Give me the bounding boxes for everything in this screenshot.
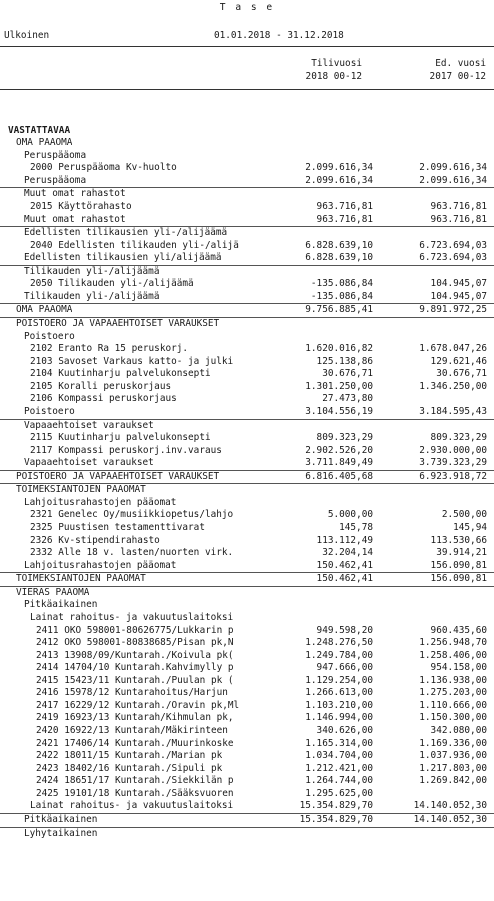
row-label: OMA PÄÄOMA <box>16 304 73 316</box>
row-label: 2422 18011/15 Kuntarah./Marian pk <box>36 750 223 762</box>
row-value-prior: 113.530,66 <box>430 534 487 546</box>
row-value-current: 1.165.314,00 <box>305 737 373 749</box>
col-prior-year-line1: Ed. vuosi <box>435 58 486 69</box>
row-value-current: 1.212.421,00 <box>305 762 373 774</box>
row-label: VASTATTAVAA <box>8 124 71 136</box>
row-label: Lahjoitusrahastojen pääomat <box>24 559 177 571</box>
table-row <box>0 445 494 458</box>
table-row <box>0 800 494 814</box>
row-label: Lahjoitusrahastojen pääomat <box>24 496 177 508</box>
row-value-current: 150.462,41 <box>316 559 373 571</box>
row-value-current: 150.462,41 <box>316 573 373 585</box>
table-row <box>0 573 494 587</box>
table-row <box>0 291 494 305</box>
row-value-current: 1.034.704,00 <box>305 750 373 762</box>
table-row <box>0 420 494 433</box>
row-value-prior: 809.323,29 <box>430 432 487 444</box>
table-row <box>0 522 494 535</box>
row-label: 2103 Savoset Varkaus katto- ja julki <box>30 355 234 367</box>
table-row <box>0 214 494 228</box>
row-label: Edellisten tilikausien yli-/alijäämä <box>24 227 228 239</box>
row-label: 2106 Kompassi peruskorjaus <box>30 393 177 405</box>
row-value-current: 1.266.613,00 <box>305 687 373 699</box>
row-value-prior: 129.621,46 <box>430 355 487 367</box>
table-row <box>0 650 494 663</box>
col-current-year-line2: 2018 00-12 <box>305 71 362 82</box>
row-value-current: 3.104.556,19 <box>305 405 373 417</box>
row-label: 2015 Käyttörahasto <box>30 200 132 212</box>
row-value-current: 1.620.016,82 <box>305 343 373 355</box>
table-row <box>0 266 494 279</box>
col-prior-year-line2: 2017 00-12 <box>429 71 486 82</box>
row-label: TOIMEKSIANTOJEN PÄÄOMAT <box>16 573 146 585</box>
row-value-prior: 963.716,81 <box>430 200 487 212</box>
row-label: 2411 OKO 598001-80626775/Lukkarin p <box>36 624 234 636</box>
table-row <box>0 188 494 201</box>
row-label: 2421 17406/14 Kuntarah./Muurinkoske <box>36 737 234 749</box>
row-label: 2412 OKO 598001-80838685/Pisan pk,N <box>36 637 234 649</box>
row-value-prior: 3.184.595,43 <box>419 405 487 417</box>
table-row <box>0 484 494 497</box>
table-row <box>0 509 494 522</box>
row-value-prior: 1.169.336,00 <box>419 737 487 749</box>
table-row <box>0 828 494 841</box>
table-row <box>0 331 494 344</box>
row-value-prior: 156.090,81 <box>430 573 487 585</box>
report-title: T a s e <box>219 2 275 13</box>
table-row <box>0 788 494 801</box>
table-row <box>0 381 494 394</box>
row-value-prior: 1.346.250,00 <box>419 380 487 392</box>
table-row <box>0 343 494 356</box>
table-row <box>0 599 494 612</box>
row-value-prior: 1.258.406,00 <box>419 649 487 661</box>
row-value-prior: 6.723.694,03 <box>419 252 487 264</box>
row-label: 2425 19101/18 Kuntarah./Sääksvuoren <box>36 787 234 799</box>
entity-label: Ulkoinen <box>4 30 50 41</box>
row-value-prior: 30.676,71 <box>436 368 487 380</box>
row-value-current: 1.301.250,00 <box>305 380 373 392</box>
row-value-current: -135.086,84 <box>310 290 373 302</box>
table-row <box>0 137 494 150</box>
row-value-prior: 145,94 <box>453 522 487 533</box>
table-row <box>0 368 494 381</box>
table-row <box>0 675 494 688</box>
table-row <box>0 471 494 485</box>
table-row <box>0 625 494 638</box>
table-row <box>0 700 494 713</box>
row-label: OMA PÄÄOMA <box>16 137 73 149</box>
table-row <box>0 662 494 675</box>
row-value-current: 32.204,14 <box>322 547 373 559</box>
row-label: 2050 Tilikauden yli-/alijäämä <box>30 278 194 290</box>
row-label: Tilikauden yli-/alijäämä <box>24 265 160 277</box>
row-value-prior: 960.435,60 <box>430 624 487 636</box>
period-label: 01.01.2018 - 31.12.2018 <box>214 30 344 41</box>
row-value-prior: 1.037.936,00 <box>419 750 487 762</box>
row-value-prior: 1.150.300,00 <box>419 712 487 724</box>
row-value-prior: 1.256.948,70 <box>419 637 487 649</box>
table-row <box>0 612 494 625</box>
row-label: Muut omat rahastot <box>24 213 126 225</box>
row-value-current: 1.264.744,00 <box>305 775 373 787</box>
row-label: 2419 16923/13 Kuntarah/Kihmulan pk, <box>36 712 234 724</box>
row-label: 2423 18402/16 Kuntarah./Sipuli pk <box>36 762 223 774</box>
row-label: 2104 Kuutinharju palvelukonsepti <box>30 368 211 380</box>
row-value-prior: 39.914,21 <box>436 547 487 559</box>
table-row <box>0 725 494 738</box>
row-label: 2332 Alle 18 v. lasten/nuorten virk. <box>30 547 234 559</box>
row-value-current: 113.112,49 <box>316 534 373 546</box>
row-label: 2115 Kuutinharju palvelukonsepti <box>30 432 211 444</box>
row-value-prior: 1.217.803,00 <box>419 762 487 774</box>
row-label: 2420 16922/13 Kuntarah/Mäkirinteen <box>36 725 228 736</box>
row-label: Lainat rahoitus- ja vakuutuslaitoksi <box>30 800 234 812</box>
row-label: Lyhytaikainen <box>24 827 98 839</box>
table-row <box>0 252 494 266</box>
row-value-current: 15.354.829,70 <box>299 800 373 812</box>
row-label: Poistoero <box>24 405 75 417</box>
table-row <box>0 738 494 751</box>
table-row <box>0 560 494 574</box>
row-label: 2415 15423/11 Kuntarah./Puulan pk ( <box>36 674 234 686</box>
row-value-current: 949.598,20 <box>316 624 373 636</box>
table-row <box>0 150 494 163</box>
col-current-year-line1: Tilivuosi <box>311 58 362 69</box>
row-value-current: 9.756.885,41 <box>305 304 373 316</box>
row-label: 2414 14704/10 Kuntarah.Kahvimylly p <box>36 662 234 674</box>
table-row <box>0 750 494 763</box>
balance-sheet-rows <box>0 112 494 840</box>
row-label: 2413 13908/09/Kuntarah./Koivula pk( <box>36 649 234 661</box>
row-value-current: 340.626,00 <box>316 725 373 736</box>
row-value-current: 6.816.405,68 <box>305 470 373 482</box>
row-label: VIERAS PÄÄOMA <box>16 586 90 598</box>
row-label: Poistoero <box>24 330 75 342</box>
row-label: Peruspääoma <box>24 174 87 186</box>
row-label: 2416 15978/12 Kuntarahoitus/Harjun <box>36 687 228 699</box>
row-value-current: 1.103.210,00 <box>305 699 373 711</box>
row-value-current: 963.716,81 <box>316 200 373 212</box>
table-row <box>0 393 494 406</box>
table-row <box>0 112 494 125</box>
row-value-current: 5.000,00 <box>327 509 373 521</box>
row-label: 2321 Genelec Oy/musiikkiopetus/lahjo <box>30 509 234 521</box>
header-divider-bottom <box>0 89 494 90</box>
row-value-prior: 342.080,00 <box>430 725 487 736</box>
table-row <box>0 201 494 214</box>
row-value-prior: 1.678.047,26 <box>419 343 487 355</box>
row-value-current: 1.146.994,00 <box>305 712 373 724</box>
row-value-current: 947.666,00 <box>316 662 373 674</box>
row-value-prior: 1.136.938,00 <box>419 674 487 686</box>
table-row <box>0 406 494 420</box>
row-value-prior: 3.739.323,29 <box>419 457 487 469</box>
row-label: Pitkäaikainen <box>24 599 98 611</box>
row-label: Tilikauden yli-/alijäämä <box>24 290 160 302</box>
row-value-prior: 104.945,07 <box>430 290 487 302</box>
row-label: 2424 18651/17 Kuntarah./Siekkilän p <box>36 775 234 787</box>
row-value-prior: 2.099.616,34 <box>419 174 487 186</box>
table-row <box>0 304 494 318</box>
row-label: 2102 Eranto Ra 15 peruskorj. <box>30 343 189 355</box>
table-row <box>0 547 494 560</box>
table-row <box>0 125 494 138</box>
row-value-current: -135.086,84 <box>310 278 373 290</box>
table-row <box>0 432 494 445</box>
table-row <box>0 175 494 189</box>
row-label: 2326 Kv-stipendirahasto <box>30 534 160 546</box>
table-row <box>0 240 494 253</box>
row-label: 2000 Peruspääoma Kv-huolto <box>30 162 177 174</box>
row-label: 2117 Kompassi peruskorj.inv.varaus <box>30 444 222 456</box>
table-row <box>0 587 494 600</box>
row-value-prior: 2.930.000,00 <box>419 444 487 456</box>
row-value-current: 30.676,71 <box>322 368 373 380</box>
row-value-current: 6.828.639,10 <box>305 252 373 264</box>
row-value-current: 809.323,29 <box>316 432 373 444</box>
row-label: 2105 Koralli peruskorjaus <box>30 380 172 392</box>
row-value-prior: 14.140.052,30 <box>413 800 487 812</box>
header-divider-top <box>0 46 494 47</box>
row-value-prior: 1.110.666,00 <box>419 699 487 711</box>
table-row <box>0 814 494 828</box>
row-value-prior: 156.090,81 <box>430 559 487 571</box>
table-row <box>0 775 494 788</box>
row-label: 2417 16229/12 Kuntarah./Oravin pk,Ml <box>36 699 240 711</box>
row-value-prior: 1.275.203,00 <box>419 687 487 699</box>
row-value-prior: 2.099.616,34 <box>419 162 487 174</box>
table-row <box>0 457 494 471</box>
row-value-current: 125.138,86 <box>316 355 373 367</box>
row-value-current: 2.099.616,34 <box>305 174 373 186</box>
row-label: 2325 Puustisen testamenttivarat <box>30 522 205 533</box>
row-value-current: 2.902.526,20 <box>305 444 373 456</box>
row-value-current: 3.711.849,49 <box>305 457 373 469</box>
row-value-current: 963.716,81 <box>316 213 373 225</box>
row-label: POISTOERO JA VAPAAEHTOISET VARAUKSET <box>16 318 220 329</box>
table-row <box>0 535 494 548</box>
row-label: Lainat rahoitus- ja vakuutuslaitoksi <box>30 611 234 623</box>
row-value-current: 2.099.616,34 <box>305 162 373 174</box>
row-label: Muut omat rahastot <box>24 188 126 200</box>
row-label: Vapaaehtoiset varaukset <box>24 457 154 469</box>
row-label: Pitkäaikainen <box>24 813 98 825</box>
row-value-current: 1.129.254,00 <box>305 674 373 686</box>
row-value-prior: 2.500,00 <box>441 509 487 521</box>
table-row <box>0 712 494 725</box>
row-value-prior: 104.945,07 <box>430 278 487 290</box>
row-label: Edellisten tilikausien yli/alijäämä <box>24 252 222 264</box>
row-value-current: 15.354.829,70 <box>299 813 373 825</box>
table-row <box>0 356 494 369</box>
table-row <box>0 318 494 331</box>
row-value-prior: 14.140.052,30 <box>413 813 487 825</box>
table-row <box>0 162 494 175</box>
row-label: 2040 Edellisten tilikauden yli-/alijä <box>30 239 239 251</box>
row-value-current: 1.249.784,00 <box>305 649 373 661</box>
row-value-current: 145,78 <box>339 522 373 533</box>
row-label: Peruspääoma <box>24 149 87 161</box>
table-row <box>0 278 494 291</box>
row-value-current: 1.295.625,00 <box>305 787 373 799</box>
row-value-prior: 9.891.972,25 <box>419 304 487 316</box>
table-row <box>0 637 494 650</box>
row-value-prior: 6.723.694,03 <box>419 239 487 251</box>
table-row <box>0 763 494 776</box>
row-value-prior: 1.269.842,00 <box>419 775 487 787</box>
row-label: POISTOERO JA VAPAAEHTOISET VARAUKSET <box>16 470 220 482</box>
row-value-prior: 954.158,00 <box>430 662 487 674</box>
row-label: Vapaaehtoiset varaukset <box>24 419 154 431</box>
row-label: TOIMEKSIANTOJEN PÄÄOMAT <box>16 484 146 496</box>
row-value-current: 6.828.639,10 <box>305 239 373 251</box>
table-row <box>0 497 494 510</box>
row-value-current: 27.473,80 <box>322 393 373 405</box>
row-value-prior: 6.923.918,72 <box>419 470 487 482</box>
row-value-prior: 963.716,81 <box>430 213 487 225</box>
table-row <box>0 227 494 240</box>
table-row <box>0 687 494 700</box>
row-value-current: 1.248.276,50 <box>305 637 373 649</box>
